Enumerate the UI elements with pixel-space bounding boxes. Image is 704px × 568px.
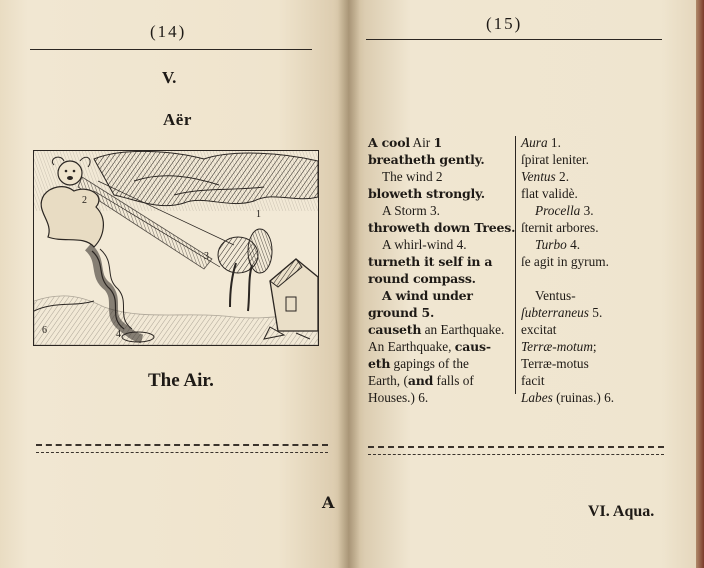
english-text-segment: 4. — [456, 237, 467, 252]
latin-text-segment: 2. — [555, 169, 570, 184]
latin-text-segment: Procella — [535, 203, 581, 218]
english-line — [368, 321, 515, 338]
latin-text-segment: ſternit arbores. — [521, 220, 599, 235]
latin-text-segment: excitat — [521, 322, 557, 337]
latin-line — [521, 219, 614, 236]
right-footer-rule-1 — [368, 446, 664, 448]
fig-num-3: 3 — [204, 251, 209, 262]
book-spine — [338, 0, 360, 568]
english-text-segment: eth — [368, 356, 391, 371]
latin-line — [521, 338, 614, 355]
latin-text-segment: (ruinas.) 6. — [552, 390, 615, 405]
english-text-segment: breatheth gently. — [368, 152, 485, 167]
latin-text-segment: ſe agit in gyrum. — [521, 254, 609, 269]
latin-text-segment: Ventus — [521, 169, 556, 184]
english-line — [368, 372, 515, 389]
english-text-segment: falls of — [433, 373, 474, 388]
right-page-number: (15) — [486, 14, 523, 33]
latin-text-segment: 4. — [566, 237, 581, 252]
english-text-segment: Air — [409, 135, 434, 150]
latin-line — [521, 253, 614, 270]
latin-line — [521, 270, 614, 287]
latin-line — [521, 236, 614, 253]
english-text-segment: round compass. — [368, 271, 476, 286]
latin-line — [521, 134, 614, 151]
latin-text-segment: Labes — [521, 390, 553, 405]
latin-text-segment: Turbo — [535, 237, 567, 252]
english-text-segment: The wind — [382, 169, 436, 184]
english-text-segment: and — [407, 373, 434, 388]
english-text-segment: caus- — [454, 339, 491, 354]
latin-text-segment: flat validè. — [521, 186, 578, 201]
latin-line — [521, 304, 614, 321]
latin-text-column — [521, 134, 614, 406]
english-text-segment: Houses.) 6. — [368, 390, 429, 405]
english-text-segment: A wind under — [382, 288, 473, 303]
right-footer-rule-2 — [368, 454, 664, 455]
english-text-column — [368, 134, 515, 406]
air-illustration — [33, 150, 319, 346]
english-line — [368, 219, 515, 236]
english-line — [368, 134, 515, 151]
latin-line — [521, 168, 614, 185]
latin-line — [521, 355, 614, 372]
fig-num-6: 6 — [42, 325, 47, 336]
left-catchword: A — [322, 493, 335, 512]
english-line — [368, 236, 515, 253]
fig-num-4: 4 — [116, 329, 121, 340]
latin-text-segment: facit — [521, 373, 545, 388]
english-text-segment: turneth it self in a — [368, 254, 493, 269]
english-text-segment: 1 — [433, 135, 443, 150]
english-line — [368, 202, 515, 219]
engraving-image — [34, 151, 318, 345]
latin-text-segment: ſpirat leniter. — [521, 152, 589, 167]
english-line — [368, 151, 515, 168]
english-line — [368, 304, 515, 321]
english-line — [368, 185, 515, 202]
left-footer-rule-1 — [36, 444, 328, 446]
chapter-title: Aër — [163, 110, 192, 129]
english-text-segment: ground 5. — [368, 305, 435, 320]
illustration-caption: The Air. — [148, 370, 214, 391]
latin-text-segment: ; — [592, 339, 597, 354]
left-page — [0, 0, 348, 568]
latin-line — [521, 372, 614, 389]
column-divider — [515, 136, 516, 394]
right-header-rule — [366, 39, 662, 40]
latin-text-segment: 1. — [547, 135, 561, 150]
latin-text-segment: Terræ-motum — [521, 339, 593, 354]
left-footer-rule-2 — [36, 452, 328, 453]
latin-line — [521, 287, 614, 304]
english-text-segment: 2 — [435, 169, 443, 184]
english-line — [368, 338, 515, 355]
latin-text-segment: ſubterraneus — [521, 305, 589, 320]
english-line — [368, 253, 515, 270]
fig-num-2: 2 — [82, 195, 87, 206]
english-text-segment: 3. — [430, 203, 441, 218]
latin-line — [521, 185, 614, 202]
right-catchword: VI. Aqua. — [588, 503, 655, 520]
english-line — [368, 355, 515, 372]
fig-num-1: 1 — [256, 209, 261, 220]
english-text-segment: an Earthquake. — [421, 322, 505, 337]
english-text-segment: A whirl-wind — [382, 237, 457, 252]
english-text-segment: A cool — [368, 135, 410, 150]
english-text-segment: throweth down Trees. — [368, 220, 516, 235]
english-text-segment: Earth, ( — [368, 373, 408, 388]
latin-line — [521, 151, 614, 168]
left-page-number: (14) — [150, 22, 187, 41]
english-text-segment: An Earthquake, — [368, 339, 455, 354]
english-line — [368, 287, 515, 304]
english-text-segment: bloweth strongly. — [368, 186, 485, 201]
chapter-number: V. — [162, 68, 177, 87]
latin-text-segment: Terræ-motus — [521, 356, 589, 371]
latin-line — [521, 321, 614, 338]
book-cover-edge — [696, 0, 704, 568]
latin-text-segment: Ventus- — [535, 288, 576, 303]
latin-text-segment: 5. — [588, 305, 603, 320]
english-line — [368, 270, 515, 287]
english-text-segment: gapings of the — [390, 356, 469, 371]
latin-text-segment: Aura — [521, 135, 548, 150]
latin-text-segment: 3. — [580, 203, 594, 218]
left-header-rule — [30, 49, 312, 50]
english-line — [368, 168, 515, 185]
english-text-segment: A Storm — [382, 203, 431, 218]
latin-line — [521, 202, 614, 219]
english-text-segment: causeth — [368, 322, 422, 337]
english-line — [368, 389, 515, 406]
latin-line — [521, 389, 614, 406]
